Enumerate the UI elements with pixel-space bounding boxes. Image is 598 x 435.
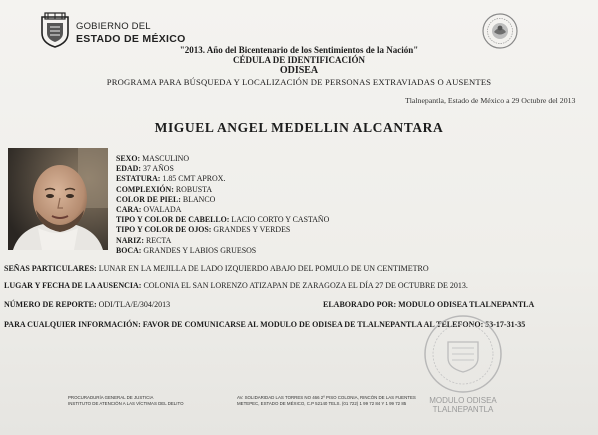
distinguishing-marks-label: SEÑAS PARTICULARES: bbox=[4, 264, 97, 273]
stamp-line2: TLALNEPANTLA bbox=[432, 405, 494, 414]
field-value: 1.85 CMT APROX. bbox=[162, 174, 226, 184]
prepared-by-value: MODULO ODISEA TLALNEPANTLA bbox=[398, 300, 535, 309]
report-number-value: ODI/TLA/E/304/2013 bbox=[98, 300, 171, 309]
field-label: TIPO Y COLOR DE OJOS: bbox=[116, 225, 212, 235]
field-row bbox=[116, 236, 329, 246]
field-value: RECTA bbox=[146, 235, 172, 245]
stamp-line1: MODULO ODISEA bbox=[429, 396, 497, 405]
field-label: CARA: bbox=[116, 205, 142, 215]
field-label: ESTATURA: bbox=[116, 174, 161, 184]
government-name-line2: ESTADO DE MÉXICO bbox=[76, 33, 186, 45]
field-row bbox=[116, 195, 329, 205]
field-row bbox=[116, 174, 329, 184]
field-row bbox=[116, 185, 329, 195]
field-value: GRANDES Y LABIOS GRUESOS bbox=[143, 245, 257, 255]
footer-institution-line1: PROCURADURÍA GENERAL DE JUSTICIA bbox=[68, 395, 154, 400]
prepared-by bbox=[323, 300, 534, 309]
state-coat-of-arms-icon bbox=[38, 11, 72, 49]
program-name: ODISEA bbox=[279, 65, 319, 76]
field-label: NARIZ: bbox=[116, 235, 145, 245]
absence-value: COLONIA EL SAN LORENZO ATIZAPAN DE ZARAGOZA EL DÍA 27 DE OCTUBRE DE 2013. bbox=[143, 281, 468, 290]
field-row bbox=[116, 205, 329, 215]
year-motto: "2013. Año del Bicentenario de los Sentimientos de la Nación" bbox=[179, 45, 419, 55]
field-row bbox=[116, 164, 329, 174]
field-label: COMPLEXIÓN: bbox=[116, 184, 174, 194]
distinguishing-marks bbox=[4, 264, 429, 273]
report-number-label: NÚMERO DE REPORTE: bbox=[4, 300, 97, 309]
field-value: GRANDES Y VERDES bbox=[213, 225, 291, 235]
person-portrait-illustration bbox=[8, 148, 108, 250]
stamp-label bbox=[418, 396, 508, 414]
program-description: PROGRAMA PARA BÚSQUEDA Y LOCALIZACIÓN DE PERSONAS EXTRAVIADAS O AUSENTES bbox=[106, 77, 492, 87]
field-label: COLOR DE PIEL: bbox=[116, 194, 181, 204]
government-name-line1: GOBIERNO DEL bbox=[76, 21, 151, 32]
field-label: EDAD: bbox=[116, 164, 141, 174]
report-number bbox=[4, 300, 170, 309]
absence-label: LUGAR Y FECHA DE LA AUSENCIA: bbox=[4, 281, 142, 290]
person-full-name: MIGUEL ANGEL MEDELLIN ALCANTARA bbox=[154, 120, 444, 135]
field-row bbox=[116, 154, 329, 164]
field-row bbox=[116, 215, 329, 225]
footer-institution bbox=[68, 395, 183, 407]
field-value: MASCULINO bbox=[142, 154, 190, 163]
prepared-by-label: ELABORADO POR: bbox=[323, 300, 397, 309]
field-label: BOCA: bbox=[116, 245, 142, 255]
field-value: BLANCO bbox=[182, 194, 216, 204]
footer-address bbox=[237, 395, 416, 407]
field-value: 37 AÑOS bbox=[142, 164, 174, 174]
field-row bbox=[116, 246, 329, 256]
field-value: OVALADA bbox=[143, 205, 182, 215]
distinguishing-marks-value: LUNAR EN LA MEJILLA DE LADO IZQUIERDO ABAJO DEL POMULO DE UN CENTIMETRO bbox=[98, 264, 429, 273]
footer-address-line2: METEPEC, ESTADO DE MÉXICO, C.P 52140 TELS. (01 722) 1 99 72 84 Y 1 99 72 85 bbox=[237, 401, 407, 406]
place-date-of-absence bbox=[4, 281, 468, 290]
field-row bbox=[116, 225, 329, 235]
official-stamp-icon bbox=[418, 312, 508, 402]
description-fields bbox=[116, 154, 329, 256]
field-value: ROBUSTA bbox=[175, 184, 213, 194]
contact-information: PARA CUALQUIER INFORMACIÓN: FAVOR DE COMUNICARSE AL MODULO DE ODISEA DE TLALNEPANTLA AL TELEFONO: 53-17-31-35 bbox=[4, 320, 526, 329]
place-and-date: Tlalnepantla, Estado de México a 29 Octubre del 2013 bbox=[405, 96, 576, 105]
field-value: LACIO CORTO Y CASTAÑO bbox=[231, 215, 330, 225]
document-type-title: CÉDULA DE IDENTIFICACIÓN bbox=[232, 55, 366, 65]
footer-address-line1: AV. SOLIDARIDAD LAS TORRES NO 466 2º PISO COLONIA, RINCÓN DE LAS FUENTES bbox=[237, 395, 416, 400]
field-label: SEXO: bbox=[116, 154, 141, 163]
footer-institution-line2: INSTITUTO DE ATENCIÓN A LAS VÍCTIMAS DEL DELITO bbox=[68, 401, 184, 406]
person-photo bbox=[8, 148, 108, 250]
field-label: TIPO Y COLOR DE CABELLO: bbox=[116, 215, 230, 225]
